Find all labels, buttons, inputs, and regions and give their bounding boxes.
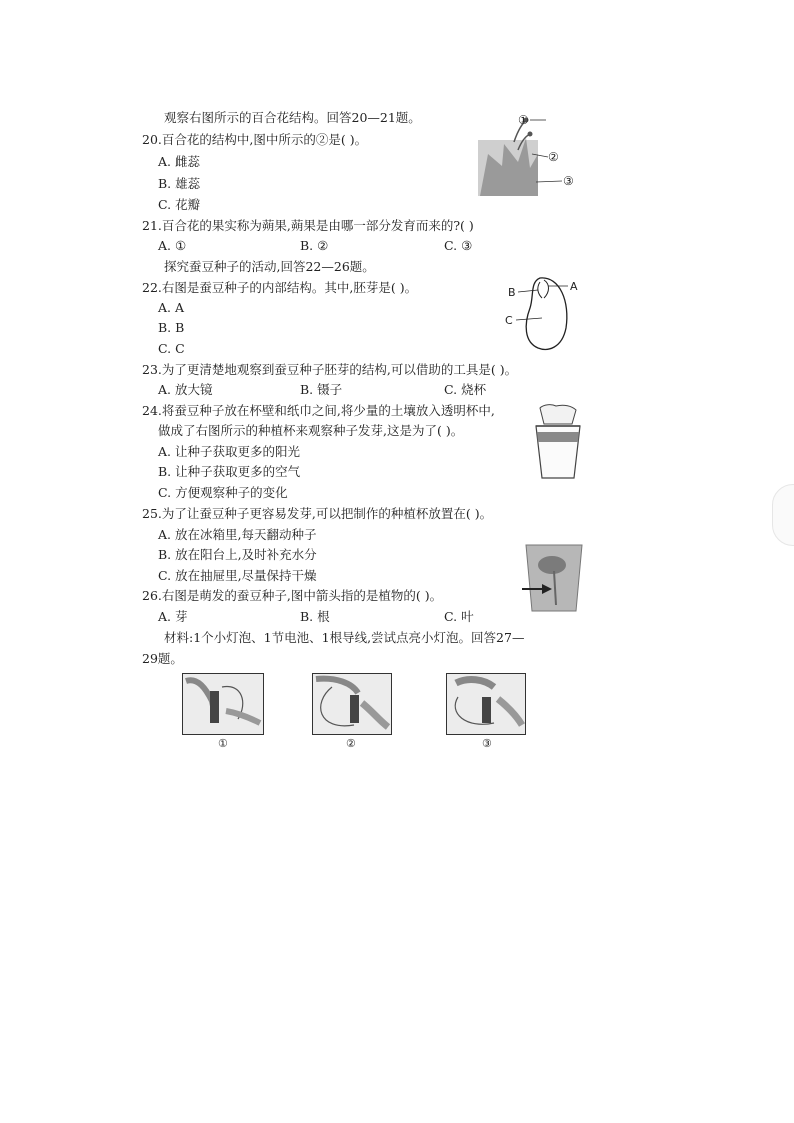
question-23-option-b[interactable]: B. 镊子	[300, 382, 343, 397]
question-22-option-a[interactable]: A. A	[158, 300, 185, 315]
lily-label-3: ③	[563, 174, 574, 188]
question-20-option-c[interactable]: C. 花瓣	[158, 197, 201, 212]
question-21-stem: 21.百合花的果实称为蒴果,蒴果是由哪一部分发育而来的?( )	[142, 218, 474, 233]
circuit-photo-1	[182, 673, 264, 735]
question-25-option-c[interactable]: C. 放在抽屉里,尽量保持干燥	[158, 568, 317, 583]
circuit-photo-1-caption: ①	[218, 737, 228, 750]
question-20-option-a[interactable]: A. 雌蕊	[158, 154, 200, 169]
intro-27-29-line1: 材料:1个小灯泡、1节电池、1根导线,尝试点亮小灯泡。回答27—	[164, 630, 525, 645]
bean-label-a: A	[570, 280, 578, 293]
question-24-stem-line2: 做成了右图所示的种植杯来观察种子发芽,这是为了( )。	[158, 423, 464, 438]
question-21-option-c[interactable]: C. ③	[444, 238, 473, 253]
circuit-photo-2	[312, 673, 392, 735]
question-23-stem: 23.为了更清楚地观察到蚕豆种子胚芽的结构,可以借助的工具是( )。	[142, 362, 518, 377]
question-26-option-c[interactable]: C. 叶	[444, 609, 474, 624]
page-edge-decoration	[772, 484, 794, 546]
question-24-option-c[interactable]: C. 方便观察种子的变化	[158, 485, 288, 500]
circuit-photo-2-caption: ②	[346, 737, 356, 750]
germinating-seed-photo	[520, 543, 588, 613]
question-22-stem: 22.右图是蚕豆种子的内部结构。其中,胚芽是( )。	[142, 280, 418, 295]
question-24-stem-line1: 24.将蚕豆种子放在杯壁和纸巾之间,将少量的土壤放入透明杯中,	[142, 403, 495, 418]
bean-seed-figure	[500, 272, 586, 356]
question-26-option-a[interactable]: A. 芽	[158, 609, 188, 624]
lily-flower-figure	[474, 110, 584, 200]
question-20-stem: 20.百合花的结构中,图中所示的②是( )。	[142, 132, 368, 147]
circuit-photo-3	[446, 673, 526, 735]
lily-label-1: ①	[518, 113, 529, 127]
intro-20-21: 观察右图所示的百合花结构。回答20—21题。	[164, 110, 421, 125]
bean-label-b: B	[508, 286, 516, 299]
question-24-option-a[interactable]: A. 让种子获取更多的阳光	[158, 444, 300, 459]
circuit-photo-3-caption: ③	[482, 737, 492, 750]
bean-label-c: C	[505, 314, 513, 327]
question-22-option-c[interactable]: C. C	[158, 341, 185, 356]
planting-cup-figure	[530, 402, 586, 482]
question-23-option-a[interactable]: A. 放大镜	[158, 382, 213, 397]
question-24-option-b[interactable]: B. 让种子获取更多的空气	[158, 464, 301, 479]
question-21-option-a[interactable]: A. ①	[158, 238, 187, 253]
intro-27-29-line2: 29题。	[142, 651, 183, 666]
question-20-option-b[interactable]: B. 雄蕊	[158, 176, 201, 191]
question-25-option-a[interactable]: A. 放在冰箱里,每天翻动种子	[158, 527, 317, 542]
question-25-stem: 25.为了让蚕豆种子更容易发芽,可以把制作的种植杯放置在( )。	[142, 506, 493, 521]
question-21-option-b[interactable]: B. ②	[300, 238, 329, 253]
lily-label-2: ②	[548, 150, 559, 164]
question-22-option-b[interactable]: B. B	[158, 320, 185, 335]
intro-22-26: 探究蚕豆种子的活动,回答22—26题。	[164, 259, 375, 274]
question-23-option-c[interactable]: C. 烧杯	[444, 382, 487, 397]
question-25-option-b[interactable]: B. 放在阳台上,及时补充水分	[158, 547, 317, 562]
question-26-stem: 26.右图是萌发的蚕豆种子,图中箭头指的是植物的( )。	[142, 588, 443, 603]
question-26-option-b[interactable]: B. 根	[300, 609, 330, 624]
